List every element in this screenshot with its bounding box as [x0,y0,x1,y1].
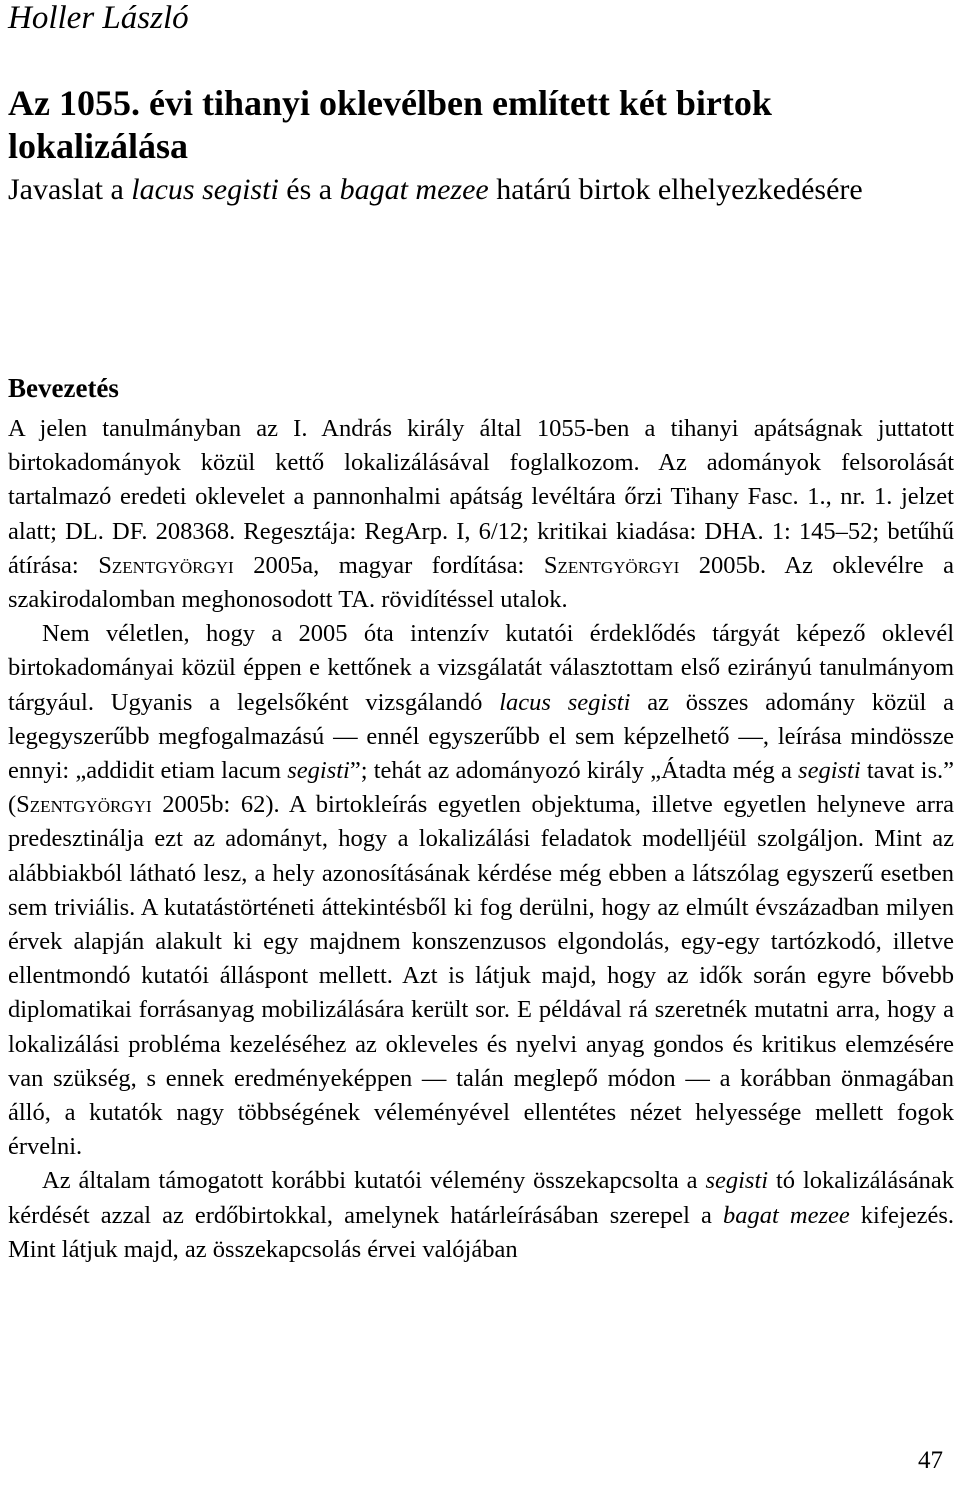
text-run: tó lokalizálásának kérdését azzal az erdőbirtokkal, amelynek határleírásában szerepel a [8,1167,954,1229]
paragraph-3 [8,1164,954,1267]
text-run: Nem véletlen, hogy a 2005 óta intenzív kutatói érdeklődés tárgyát képező oklevél birtokadományai közül éppen e kettőnek a vizsgálatát választottam első ezirányú tanulmányom tárgyául. Ugyanis a legelsőként vizsgálandó [8,620,954,716]
article-title: Az 1055. évi tihanyi oklevélben említett két birtok lokalizálása [8,83,772,166]
page-number: 47 [918,1447,943,1474]
section-heading: Bevezetés [8,373,119,403]
subtitle-text: Javaslat a [8,173,132,206]
text-run: az összes adomány közül a legegyszerűbb megfogalmazású — ennél egyszerűbb el sem képzelhető —, leírása mindössze ennyi: „addidit etiam lacum [8,688,954,785]
text-run: Az általam támogatott korábbi kutatói vélemény összekapcsolta a [42,1167,706,1195]
author-citation: Szentgyörgyi [98,551,234,579]
text-run: tavat is.” ( [8,757,954,819]
subtitle-text: határú birtok elhelyezkedésére [488,173,863,206]
italic-term: segisti [705,1167,769,1195]
italic-term: segisti [287,757,350,785]
author-citation: Szentgyörgyi [543,551,680,579]
italic-term: segisti [798,757,861,785]
text-run: 2005a, magyar fordítása: [233,551,544,579]
paragraph-2 [8,617,954,1164]
text-run: A jelen tanulmányban az I. András király által 1055-ben a tihanyi apátságnak juttatott birtokadományok közül kettő lokalizálásával foglalkozom. Az adományok felsorolását tartalmazó eredeti oklevelet a pannonhalmi apátság levéltára őrzi Tihany Fasc. 1., nr. 1. jelzet alatt; DL. DF. 208368. Regesztája: RegArp. I, 6/12; kritikai kiadása: DHA. 1: 145–52; betűhű átírása: [8,415,954,579]
text-run: ”; tehát az adományozó király „Átadta még a [349,757,799,785]
italic-term: lacus segisti [499,688,631,716]
paragraph-1 [8,412,954,617]
text-run: kifejezés. Mint látjuk majd, az összekapcsolás érvei valójában [8,1201,954,1263]
article-subtitle [8,170,952,210]
body-text [8,412,954,1267]
italic-term: bagat mezee [723,1201,850,1229]
subtitle-text: és a [278,173,340,206]
subtitle-italic: lacus segisti [131,173,279,206]
subtitle-italic: bagat mezee [339,173,489,206]
author-citation: Szentgyörgyi [16,791,152,819]
text-run: 2005b: 62). A birtokleírás egyetlen objektuma, illetve egyetlen helyneve arra predesztinálja ezt az adományt, hogy a lokalizálási feladatok modelljéül szolgáljon. Mint az alábbiakból látható lesz, a hely azonosításának kérdése még ebben a látszólag egyszerű esetben sem triviális. A kutatástörténeti áttekintésből ki fog derülni, hogy az elmúlt évszázadban milyen érvek alapján alakult ki egy majdnem konszenzusos elgondolás, egy-egy tartózkodó, illetve ellentmondó kutatói álláspont mellett. Azt is látjuk majd, hogy az idők során egyre bővebb diplomatikai forrásanyag mobilizálására került sor. E példával rá szeretnék mutatni arra, hogy a lokalizálási probléma kezeléséhez az okleveles és nyelvi anyag gondos és kritikus elemzésére van szükség, s ennek eredményeképpen — talán meglepő módon — a korábban önmagában álló, a kutatók nagy többségének véleményével ellentétes nézet helyessége mellett fogok érvelni. [8,791,954,1161]
author-name: Holler László [8,0,189,36]
text-run: 2005b. Az oklevélre a szakirodalomban meghonosodott TA. rövidítéssel utalok. [8,551,954,614]
